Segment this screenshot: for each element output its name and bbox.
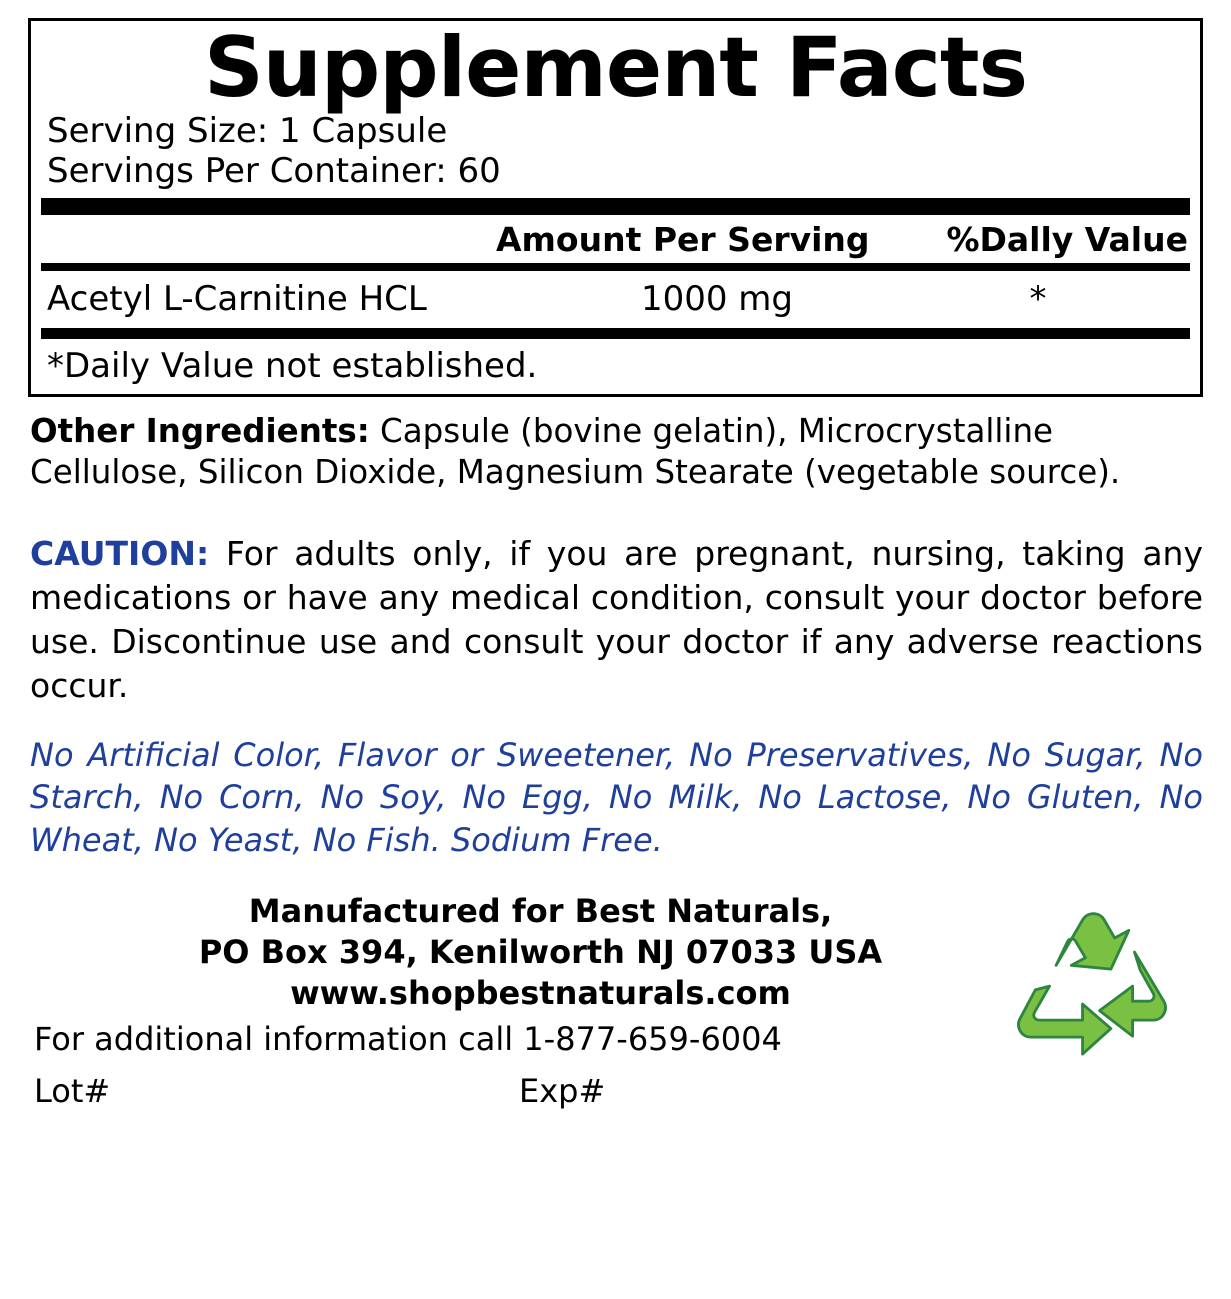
manufactured-for: Manufactured for Best Naturals,: [248, 892, 833, 931]
divider-thick-bottom: [41, 331, 1190, 339]
nutrient-amount: 1000 mg: [640, 278, 794, 319]
nutrient-daily-value: *: [1029, 278, 1047, 319]
header-amount-per-serving: Amount Per Serving: [496, 219, 870, 259]
servings-per-container: Servings Per Container: 60: [47, 151, 501, 192]
daily-value-footnote: *Daily Value not established.: [47, 345, 538, 386]
caution-label: CAUTION:: [30, 534, 210, 574]
supplement-facts-panel: [28, 18, 1203, 397]
manufacturer-website: www.shopbestnaturals.com: [290, 974, 791, 1013]
recycle-icon: [997, 903, 1187, 1073]
free-of-claims: No Artificial Color, Flavor or Sweetener, No Preservatives, No Sugar, No Starch, No Corn, No Soy, No Egg, No Milk, No Lactose, No Gluten, No Wheat, No Yeast, No Fish. Sodium Free.: [30, 735, 1203, 859]
divider-thick-top: [41, 198, 1190, 215]
table-row: [41, 271, 1190, 328]
caution-statement: [30, 532, 1203, 708]
divider-under-header: [41, 263, 1190, 271]
other-ingredients: [30, 411, 1203, 494]
other-ingredients-label: Other Ingredients:: [30, 411, 370, 450]
supplement-facts-title: Supplement Facts: [204, 19, 1027, 116]
other-ingredients-text: Capsule (bovine gelatin), Microcrystalline Cellulose, Silicon Dioxide, Magnesium Stearate (vegetable source).: [30, 411, 1121, 492]
exp-label: Exp#: [519, 1072, 606, 1111]
lot-exp-row: [26, 1072, 1205, 1110]
additional-information: For additional information call 1-877-659-6004: [34, 1020, 782, 1059]
serving-size: Serving Size: 1 Capsule: [47, 111, 448, 152]
table-header-row: [41, 215, 1190, 263]
header-daily-value: %Dally Value: [946, 219, 1188, 259]
manufacturer-address: PO Box 394, Kenilworth NJ 07033 USA: [198, 933, 883, 972]
caution-text: For adults only, if you are pregnant, nursing, taking any medications or have any medical condition, consult your doctor before use. Discontinue use and consult your doctor if any adverse reactions occur.: [30, 534, 1203, 705]
lot-label: Lot#: [34, 1072, 111, 1111]
nutrient-name: Acetyl L-Carnitine HCL: [47, 278, 427, 319]
footer: [26, 891, 1205, 1110]
